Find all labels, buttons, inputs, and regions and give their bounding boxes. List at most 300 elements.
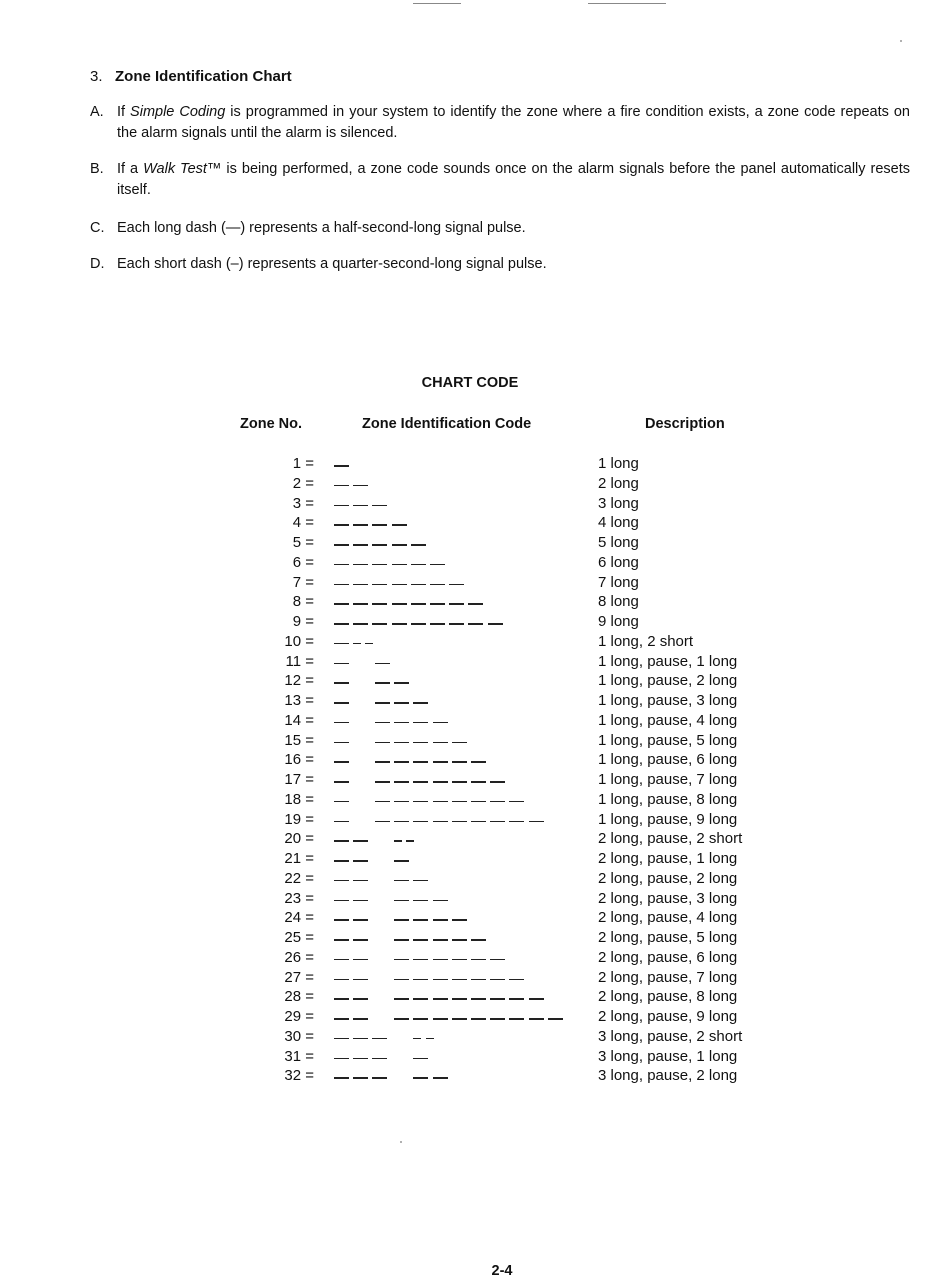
long-dash [334,682,349,684]
long-dash [413,821,428,823]
table-row [0,712,940,732]
long-dash [334,603,349,605]
long-dash [334,722,349,724]
long-dash [372,564,387,566]
long-dash [529,998,544,1000]
long-dash [334,1077,349,1079]
section-title: Zone Identification Chart [115,68,292,85]
zone-number: 17 = [284,771,314,788]
table-row [0,1028,940,1048]
zone-code-pattern [334,505,634,507]
zone-description: 3 long [598,494,639,512]
long-dash [468,623,483,625]
long-dash [334,959,349,961]
zone-code-pattern [334,1077,634,1079]
zone-number: 3 = [292,494,314,512]
long-dash [452,821,467,823]
long-dash [334,1018,349,1020]
zone-number: 7 = [292,573,314,591]
long-dash [413,998,428,1000]
long-dash [372,623,387,625]
long-dash [375,722,390,724]
zone-code-pattern [334,722,634,724]
long-dash [353,840,368,842]
zone-description: 4 long [598,514,639,532]
paragraph-a [90,102,910,144]
zone-number: 14 = [284,711,314,729]
zone-number: 24 = [284,909,314,927]
long-dash [471,998,486,1000]
long-dash [334,505,349,507]
zone-description: 2 long, pause, 4 long [598,909,738,927]
long-dash [529,821,544,823]
long-dash [334,801,349,803]
table-row [0,574,940,594]
table-row [0,514,940,534]
long-dash [433,919,448,921]
long-dash [334,900,349,902]
long-dash [452,998,467,1000]
short-dash [365,643,373,645]
long-dash [471,959,486,961]
long-dash [471,781,486,783]
long-dash [490,979,505,981]
chart-title: CHART CODE [421,375,519,391]
long-dash [433,998,448,1000]
zone-code-pattern [334,1058,634,1060]
table-row [0,633,940,653]
zone-code-pattern [334,603,634,605]
long-dash [334,1038,349,1040]
section-heading [90,68,292,85]
zone-number: 8 = [292,593,314,611]
long-dash [375,761,390,763]
zone-number: 13 = [284,692,314,709]
long-dash [394,1018,409,1020]
short-dash [353,643,361,645]
long-dash [375,801,390,803]
long-dash [353,979,368,981]
long-dash [490,1018,505,1020]
long-dash [413,1018,428,1020]
long-dash [433,801,448,803]
zone-code-pattern [334,939,634,941]
long-dash [353,860,368,862]
zone-code-pattern [334,623,634,625]
table-row [0,455,940,475]
zone-code-pattern [334,643,634,645]
zone-code-pattern [334,801,634,803]
long-dash [334,781,349,783]
short-dash [413,1038,421,1040]
table-row [0,534,940,554]
long-dash [433,959,448,961]
zone-code-pattern [334,465,634,467]
long-dash [529,1018,544,1020]
zone-code-table [0,455,940,1087]
long-dash [353,603,368,605]
short-dash [426,1038,434,1040]
paragraph-text: Each long dash (—) represents a half-second-long signal pulse. [117,220,526,236]
paragraph-d [90,254,910,275]
long-dash [433,722,448,724]
long-dash [353,544,368,546]
table-row [0,1048,940,1068]
long-dash [334,643,349,645]
scan-line [588,3,666,4]
long-dash [509,821,524,823]
zone-description: 2 long [598,474,639,492]
long-dash [353,900,368,902]
long-dash [452,742,467,744]
long-dash [471,939,486,941]
zone-description: 1 long, pause, 4 long [598,711,738,729]
long-dash [433,979,448,981]
zone-number: 4 = [292,514,314,532]
zone-description: 2 long, pause, 2 short [598,830,743,848]
column-header-code: Zone Identification Code [362,416,532,432]
zone-description: 7 long [598,573,639,591]
long-dash [490,801,505,803]
column-header-zone: Zone No. [240,416,303,432]
zone-description: 1 long, pause, 3 long [598,692,738,709]
long-dash [548,1018,563,1020]
long-dash [392,544,407,546]
zone-number: 25 = [284,929,314,946]
zone-number: 31 = [284,1047,314,1065]
zone-code-pattern [334,702,634,704]
long-dash [433,1018,448,1020]
zone-description: 1 long, pause, 6 long [598,751,738,769]
long-dash [375,742,390,744]
long-dash [353,1038,368,1040]
long-dash [372,603,387,605]
long-dash [430,564,445,566]
long-dash [394,860,409,862]
long-dash [411,623,426,625]
long-dash [394,742,409,744]
zone-number: 11 = [285,652,314,670]
long-dash [334,564,349,566]
long-dash [433,781,448,783]
zone-code-pattern [334,959,634,961]
long-dash [394,761,409,763]
long-dash [471,801,486,803]
long-dash [394,979,409,981]
long-dash [392,584,407,586]
zone-number: 22 = [284,869,314,887]
long-dash [353,1077,368,1079]
long-dash [334,761,349,763]
long-dash [353,1058,368,1060]
long-dash [394,959,409,961]
long-dash [452,939,467,941]
long-dash [433,761,448,763]
long-dash [334,979,349,981]
table-row [0,751,940,771]
long-dash [392,524,407,526]
paragraph-text: If Simple Coding is programmed in your system to identify the zone where a fire condition exists, a zone code repeats on the alarm signals until the alarm is silenced. [117,104,910,141]
zone-number: 1 = [292,455,314,472]
long-dash [353,998,368,1000]
long-dash [413,880,428,882]
long-dash [452,761,467,763]
long-dash [468,603,483,605]
long-dash [394,919,409,921]
column-header-description: Description [645,416,725,432]
zone-description: 2 long, pause, 1 long [598,850,738,867]
zone-description: 3 long, pause, 2 short [598,1027,743,1045]
long-dash [353,564,368,566]
table-row [0,1008,940,1028]
long-dash [452,781,467,783]
paragraph-letter: B. [90,161,104,177]
zone-number: 12 = [284,672,314,690]
long-dash [490,781,505,783]
long-dash [394,702,409,704]
table-row [0,988,940,1008]
zone-number: 23 = [284,889,314,907]
long-dash [449,584,464,586]
long-dash [509,1018,524,1020]
long-dash [334,860,349,862]
long-dash [392,564,407,566]
zone-description: 1 long, pause, 5 long [598,731,738,749]
long-dash [372,524,387,526]
table-row [0,949,940,969]
long-dash [449,623,464,625]
long-dash [413,722,428,724]
long-dash [452,1018,467,1020]
long-dash [375,682,390,684]
paragraph-text: Each short dash (–) represents a quarter-second-long signal pulse. [117,256,547,272]
table-row [0,732,940,752]
zone-number: 10 = [284,632,314,650]
table-row [0,909,940,929]
zone-number: 29 = [284,1008,314,1025]
long-dash [353,959,368,961]
zone-description: 2 long, pause, 9 long [598,1008,738,1025]
long-dash [433,900,448,902]
long-dash [334,465,349,467]
long-dash [394,821,409,823]
zone-code-pattern [334,900,634,902]
long-dash [413,900,428,902]
long-dash [488,623,503,625]
long-dash [430,623,445,625]
long-dash [471,821,486,823]
scan-speck [400,1141,402,1143]
long-dash [413,761,428,763]
zone-code-pattern [334,524,634,526]
table-row [0,870,940,890]
long-dash [353,919,368,921]
long-dash [372,584,387,586]
zone-description: 2 long, pause, 8 long [598,988,738,1006]
long-dash [372,544,387,546]
long-dash [452,919,467,921]
long-dash [372,1077,387,1079]
long-dash [430,584,445,586]
table-row [0,613,940,633]
long-dash [413,939,428,941]
table-row [0,969,940,989]
long-dash [334,880,349,882]
long-dash [413,801,428,803]
long-dash [375,781,390,783]
long-dash [452,801,467,803]
long-dash [509,801,524,803]
long-dash [394,939,409,941]
long-dash [392,623,407,625]
long-dash [411,544,426,546]
long-dash [490,998,505,1000]
paragraph-letter: C. [90,220,105,236]
zone-description: 1 long, pause, 7 long [598,771,738,788]
table-row [0,1067,940,1087]
zone-code-pattern [334,840,634,842]
long-dash [413,959,428,961]
zone-number: 5 = [292,534,314,551]
long-dash [375,821,390,823]
long-dash [394,801,409,803]
table-row [0,653,940,673]
long-dash [471,1018,486,1020]
table-row [0,771,940,791]
long-dash [353,880,368,882]
long-dash [413,742,428,744]
long-dash [392,603,407,605]
long-dash [394,880,409,882]
long-dash [433,742,448,744]
zone-number: 15 = [284,731,314,749]
long-dash [334,821,349,823]
long-dash [372,1058,387,1060]
zone-number: 21 = [284,850,314,867]
zone-description: 9 long [598,613,639,630]
zone-code-pattern [334,682,634,684]
short-dash [406,840,414,842]
zone-number: 26 = [284,948,314,966]
long-dash [394,682,409,684]
paragraph-text: If a Walk Test™ is being performed, a zone code sounds once on the alarm signals before the panel automatically resets itself. [117,161,911,198]
long-dash [334,939,349,941]
zone-code-pattern [334,485,634,487]
long-dash [471,979,486,981]
table-row [0,791,940,811]
long-dash [411,603,426,605]
zone-number: 30 = [284,1027,314,1045]
long-dash [490,821,505,823]
zone-description: 1 long, pause, 8 long [598,790,738,808]
zone-code-pattern [334,979,634,981]
zone-number: 16 = [284,751,314,769]
zone-code-pattern [334,998,634,1000]
long-dash [394,722,409,724]
long-dash [413,919,428,921]
long-dash [394,900,409,902]
long-dash [433,939,448,941]
long-dash [334,584,349,586]
table-row [0,830,940,850]
long-dash [413,979,428,981]
long-dash [334,919,349,921]
zone-code-pattern [334,761,634,763]
zone-code-pattern [334,564,634,566]
paragraph-b [90,159,910,201]
table-row [0,929,940,949]
zone-number: 32 = [284,1067,314,1085]
long-dash [509,979,524,981]
zone-description: 2 long, pause, 6 long [598,948,738,966]
long-dash [334,702,349,704]
zone-description: 2 long, pause, 7 long [598,968,738,986]
zone-code-pattern [334,1038,634,1040]
zone-number: 19 = [284,810,314,828]
zone-description: 3 long, pause, 1 long [598,1047,738,1065]
zone-description: 1 long [598,455,639,472]
long-dash [372,1038,387,1040]
zone-description: 1 long, pause, 1 long [598,652,738,670]
zone-description: 2 long, pause, 2 long [598,869,738,887]
zone-number: 28 = [284,988,314,1006]
table-row [0,475,940,495]
zone-code-pattern [334,919,634,921]
short-dash [394,840,402,842]
long-dash [413,781,428,783]
long-dash [433,821,448,823]
long-dash [334,544,349,546]
zone-description: 2 long, pause, 5 long [598,929,738,946]
zone-description: 1 long, pause, 9 long [598,810,738,828]
zone-description: 1 long, pause, 2 long [598,672,738,690]
long-dash [353,623,368,625]
long-dash [334,742,349,744]
zone-description: 3 long, pause, 2 long [598,1067,738,1085]
zone-number: 2 = [292,474,314,492]
zone-description: 1 long, 2 short [598,632,694,650]
long-dash [413,1077,428,1079]
long-dash [452,979,467,981]
long-dash [334,524,349,526]
long-dash [353,1018,368,1020]
long-dash [353,485,368,487]
table-row [0,692,940,712]
long-dash [334,485,349,487]
table-row [0,811,940,831]
long-dash [394,998,409,1000]
zone-code-pattern [334,880,634,882]
zone-number: 18 = [284,790,314,808]
long-dash [334,663,349,665]
scan-speck [900,40,902,42]
long-dash [509,998,524,1000]
table-row [0,593,940,613]
paragraph-letter: A. [90,104,104,120]
long-dash [490,959,505,961]
zone-number: 6 = [292,553,314,571]
long-dash [334,1058,349,1060]
long-dash [413,1058,428,1060]
long-dash [353,939,368,941]
page-number: 2-4 [491,1263,513,1279]
long-dash [334,840,349,842]
long-dash [471,761,486,763]
long-dash [433,1077,448,1079]
zone-number: 20 = [284,830,314,848]
section-number: 3. [90,68,103,85]
table-row [0,672,940,692]
